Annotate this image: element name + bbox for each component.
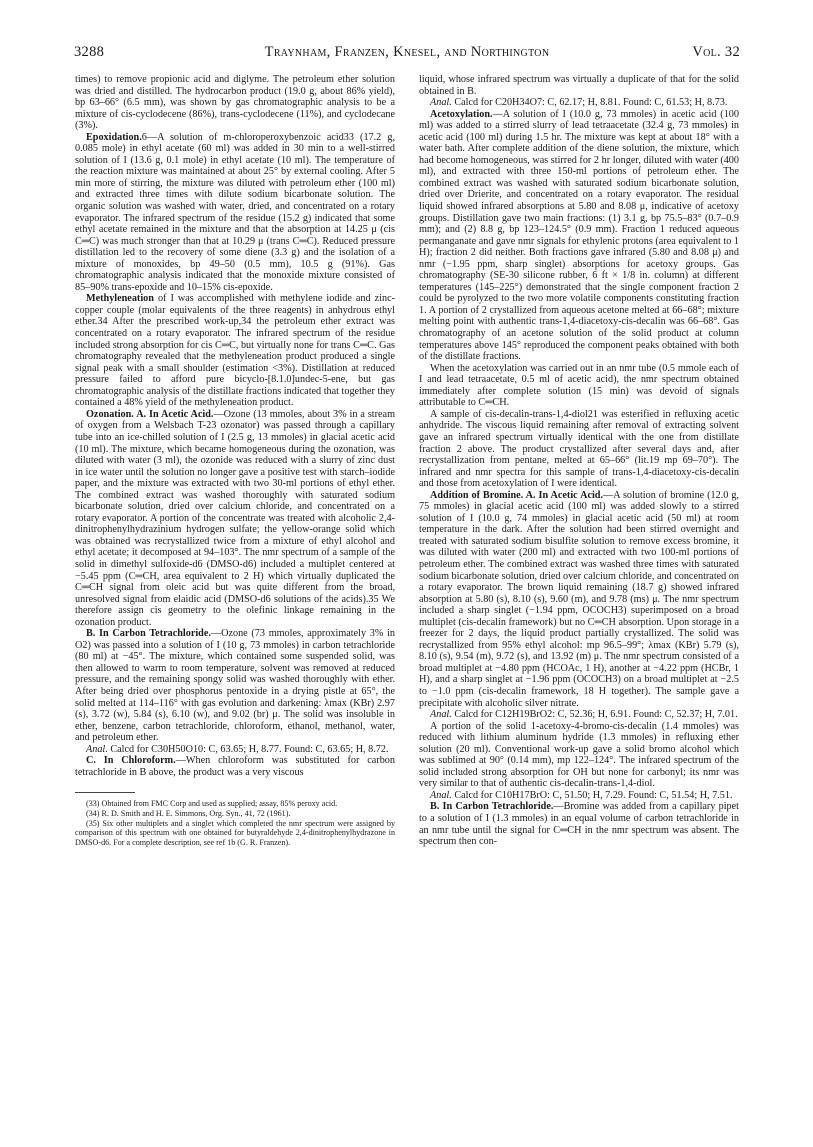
paragraph-text: Calcd for C10H17BrO: C, 51.50; H, 7.29. Found: C, 51.54; H, 7.51. <box>451 789 733 801</box>
paragraph <box>75 132 395 294</box>
paragraph <box>75 755 395 778</box>
run-in-heading: Methyleneation <box>86 293 154 305</box>
run-in-heading: Addition of Bromine. A. In Acetic Acid. <box>430 489 604 501</box>
paragraph <box>419 721 739 790</box>
paragraph <box>419 109 739 363</box>
paragraph-text: —Bromine was added from a capillary pipet to a solution of I (1.3 mmoles) in an equal volume of carbon tetrachloride in an nmr tube until the signal for C═CH in the nmr spectrum was absent. The spectrum then con- <box>419 801 739 848</box>
paragraph <box>75 293 395 408</box>
paragraph-text: —A solution of I (10.0 g, 73 mmoles) in acetic acid (100 ml) was added to a stirred slurry of lead tetraacetate (32.4 g, 73 mmoles) in acetic acid (100 ml) during 1.5 hr. The mixture was kept at about 18° with a water bath. After complete addition of the diene solution, the mixture, which had become homogeneous, was stirred for 2 hr longer, diluted with water (400 ml), and extracted with three 150-ml portions of petroleum ether. The combined extract was washed with saturated sodium bicarbonate solution, dried over Drierite, and concentrated on a rotary evaporator. The residual liquid showed infrared absorptions at 5.80 and 8.08 μ, indicative of acetoxy groups. Distillation gave two main fractions: (1) 3.1 g, bp 75.5–83° (0.7–0.9 mm); and (2) 8.8 g, bp 123–124.5° (0.9 mm). Fraction 1 reduced aqueous permanganate and gave nmr signals for ethylenic protons (area equivalent to 1 H); fraction 2 did neither. Both fractions gave infrared (5.80 and 8.08 μ) and nmr (−1.95 ppm, sharp singlet) absorptions for acetoxy groups. Gas chromatography (SE-30 silicone rubber, 6 ft × 1/8 in. column) at different temperatures (145–225°) demonstrated that the single component fraction 2 could be pyrolyzed to the two more volatile components constituting fraction 1. A portion of 2 crystallized from aqueous acetone melted at 66–68°; mixture melting point with authentic trans-1,4-diacetoxy-cis-decalin was 66–68°. Gas chromatography of an acetone solution of the solid product at column temperatures above 145° reproduced the component peaks obtained with both of the distillate fractions. <box>419 108 739 363</box>
paragraph <box>75 74 395 132</box>
paragraph-text: —A solution of bromine (12.0 g, 75 mmoles) in glacial acetic acid (100 ml) was added slowly to a stirred solution of I (10.0 g, 74 mmoles) in glacial acetic acid (50 ml) at room temperature in the dark. After the solution had been stirred overnight and treated with saturated sodium bisulfite solution to remove excess bromine, it was diluted with water (200 ml) and extracted with two 100-ml portions of petroleum ether. The combined extract was washed three times with saturated sodium bicarbonate solution, dried over calcium chloride, and concentrated on a rotary evaporator. The brown liquid remaining (18.7 g) showed infrared absorption at 5.80 (s), 8.10 (s), 9.60 (m), and 9.78 (ms) μ. The nmr spectrum included a sharp singlet (−1.94 ppm, OCOCH3) superimposed on a broad multiplet (cis-decalin framework) but no C═CH absorption. Upon storage in a freezer for 2 days, the liquid product partially crystallized. The solid was recrystallized from 95% ethyl alcohol: mp 96.5–99°; λmax (KBr) 5.79 (s), 8.10 (s), 9.54 (m), 9.72 (s), and 13.92 (m) μ. The nmr spectrum consisted of a broad multiplet at −4.80 ppm (HCOAc, 1 H), another at −4.22 ppm (HCBr, 1 H), and a sharp singlet at −1.96 ppm (OCOCH3) on a broad multiplet at −2.5 to −1.0 ppm (cis-decalin framework, 18 H together). The sample gave a precipitate with alcoholic silver nitrate. <box>419 489 739 709</box>
run-in-heading: B. In Carbon Tetrachloride. <box>86 628 211 640</box>
run-in-heading: Anal. <box>430 709 452 721</box>
paragraph <box>419 801 739 847</box>
paragraph <box>419 97 739 109</box>
run-in-heading: Ozonation. A. In Acetic Acid. <box>86 408 214 420</box>
paragraph <box>419 409 739 490</box>
paragraph-text: Calcd for C12H19BrO2: C, 52.36; H, 6.91. Found: C, 52.37; H, 7.01. <box>451 709 738 721</box>
paragraph <box>419 790 739 802</box>
paragraph-text: A portion of the solid 1-acetoxy-4-bromo-cis-decalin (1.4 mmoles) was reduced with lithium aluminum hydride (1.3 mmoles) in refluxing ether solution (20 ml). Conventional work-up gave a solid bromo alcohol which was sublimed at 90° (0.14 mm), mp 122–124°. The infrared spectrum of the solid included strong absorption for OH but none for carbonyl; its nmr was very similar to that of authentic cis-decalin-trans-1,4-diol. <box>419 720 739 790</box>
paragraph-text: Calcd for C30H50O10: C, 63.65; H, 8.77. Found: C, 63.65; H, 8.72. <box>107 743 389 755</box>
paragraph <box>419 363 739 409</box>
run-in-heading: B. In Carbon Tetrachloride. <box>430 801 554 813</box>
paragraph <box>75 409 395 628</box>
paragraph-text: times) to remove propionic acid and diglyme. The petroleum ether solution was dried and distilled. The hydrocarbon product (19.0 g, about 86% yield), bp 63–66° (6.5 mm), was shown by gas chromatographic analysis to be a mixture of cis-cyclodecene (86%), trans-cyclodecene (11%), and cyclodecane (3%). <box>75 74 395 132</box>
paragraph-text: 6—A solution of m-chloroperoxybenzoic acid33 (17.2 g, 0.085 mole) in ethyl acetate (60 ml) was added in 30 min to a well-stirred solution of I (13.6 g, 0.1 mole) in ethyl acetate (10 ml). The temperature of the reaction mixture was maintained at about 25° by external cooling. After 5 min more of stirring, the mixture was diluted with petroleum ether (100 ml) and extracted three times with dilute sodium bicarbonate solution. The organic solution was washed with water, dried, and concentrated on a rotary evaporator. The infrared spectrum of the residue (15.2 g) indicated that some ethyl acetate remained in the mixture and that the absorption at 14.25 μ (cis C═C) was much stronger than that at 10.29 μ (trans C═C). Reduced pressure distillation led to the recovery of some diene (3.3 g) and the isolation of a mixture of monoxides, bp 49–50 (0.5 mm), 10.5 g (91%). Gas chromatographic analysis indicated that the monoxide mixture consisted of 85–90% trans-epoxide and 10–15% cis-epoxide. <box>75 131 395 293</box>
footnote: (34) R. D. Smith and H. E. Simmons, Org. Syn., 41, 72 (1961). <box>86 808 291 818</box>
paragraph-text: of I was accomplished with methylene iodide and zinc-copper couple (molar equivalents of the three reagents) in anhydrous ethyl ether.34 After the prescribed work-up,34 the petroleum ether extract was concentrated on a rotary evaporator. The infrared spectrum of the residue included strong absorption for cis C═C, but virtually none for trans C═C. Gas chromatography revealed that the methyleneation product produced a single signal peak with a small shoulder (estimation <3%). Distillation at reduced pressure failed to afford pure bicyclo-[8.1.0]undec-5-ene, but gas chromatographic analysis of the distillate fractions indicated that together they contained a 48% yield of the methyleneation product. <box>75 293 395 409</box>
page-number: 3288 <box>74 44 105 60</box>
run-in-heading: Anal. <box>430 789 452 801</box>
footnote: (33) Obtained from FMC Corp and used as supplied; assay, 85% peroxy acid. <box>86 799 338 809</box>
volume-label: Vol. 32 <box>692 44 740 60</box>
run-in-heading: C. In Chloroform. <box>86 755 176 767</box>
run-in-heading: Epoxidation. <box>86 131 142 143</box>
paragraph-text: —When chloroform was substituted for carbon tetrachloride in B above, the product was a very viscous <box>75 755 395 778</box>
paragraph <box>419 490 739 709</box>
paragraph <box>75 628 395 743</box>
run-in-heading: Anal. <box>430 97 452 109</box>
running-authors: Traynham, Franzen, Knesel, and Northington <box>264 44 550 60</box>
run-in-heading: Acetoxylation. <box>430 108 493 120</box>
run-in-heading: Anal. <box>86 743 108 755</box>
paragraph-text: liquid, whose infrared spectrum was virtually a duplicate of that for the solid obtained in B. <box>419 74 739 97</box>
left-column <box>75 74 395 847</box>
paragraph <box>419 74 739 97</box>
paragraph-text: Calcd for C20H34O7: C, 62.17; H, 8.81. Found: C, 61.53; H, 8.73. <box>451 97 728 109</box>
paragraph-text: When the acetoxylation was carried out in an nmr tube (0.5 mmole each of I and lead tetraacetate, 0.5 ml of acetic acid), the nmr spectrum obtained immediately after complete solution (15 min) was devoid of signals attributable to C═CH. <box>419 362 739 409</box>
paragraph <box>75 744 395 756</box>
paragraph-text: A sample of cis-decalin-trans-1,4-diol21 was esterified in refluxing acetic anhydride. The viscous liquid remaining after removal of extracting solvent gave an infrared spectrum virtually identical with the one from distillate fraction 2 above. The product crystallized after several days and, after recrystallization from pentane, melted at 65–66° (lit.19 mp 69–70°). The infrared and nmr spectra for this sample of trans-1,4-diacetoxy-cis-decalin and those from acetoxylation of I were identical. <box>419 408 739 490</box>
footnote: (35) Six other multiplets and a singlet which completed the nmr spectrum were assigned by comparison of this spectrum with one obtained for butyraldehyde 2,4-dinitrophenylhydrazone in DMSO-d6. For a complete description, see ref 1b (G. R. Franzen). <box>75 818 395 847</box>
paragraph <box>419 709 739 721</box>
paragraph-text: —Ozone (13 mmoles, about 3% in a stream of oxygen from a Welsbach T-23 ozonator) was passed through a capillary tube into an ice-chilled solution of I (2.5 g, 13 mmoles) in glacial acetic acid (10 ml). The mixture, which became homogeneous during the ozonation, was diluted with water (3 ml), the ozonide was reduced with a slurry of zinc dust in ice water until the solution no longer gave a positive test with starch–iodide paper, and the mixture was extracted with two 30-ml portions of ethyl ether. The combined extract was washed thoroughly with saturated sodium bicarbonate solution, dried over calcium chloride, and concentrated on a rotary evaporator. A portion of the concentrate was treated with alcoholic 2,4-dinitrophenylhydrazinium hydrogen sulfate; the yellow-orange solid which was obtained was recrystallized twice from a mixture of ethyl alcohol and ethyl acetate; it decomposed at 94–103°. The nmr spectrum of a sample of the solid in dimethyl sulfoxide-d6 (DMSO-d6) included a multiplet centered at −5.45 ppm (C═CH, area equivalent to 2 H) which virtually duplicated the C═CH signal from oleic acid but was quite different from the broad, unresolved signal from elaidic acid (DMSO-d6 solutions of the acids).35 We therefore assign cis geometry to the olefinic linkage remaining in the ozonation product. <box>75 408 395 628</box>
right-column <box>419 74 739 848</box>
running-header <box>74 44 740 64</box>
footnote-rule <box>75 792 135 793</box>
paragraph-text: —Ozone (73 mmoles, approximately 3% in O2) was passed into a solution of I (10 g, 73 mmoles) in carbon tetrachloride (80 ml) at −45°. The mixture, which contained some suspended solid, was then allowed to warm to room temperature, solvent was removed at reduced pressure, and the remaining spongy solid was washed thoroughly with ether. After being dried over phosphorus pentoxide in a drying pistle at 65°, the solid melted at 114–116° with gas evolution and darkening: λmax (KBr) 2.97 (s), 3.72 (w), 5.84 (s), 6.10 (w), and 9.02 (br) μ. The solid was insoluble in ether, benzene, carbon tetrachloride, chloroform, ethanol, methanol, water, and petroleum ether. <box>75 628 395 744</box>
